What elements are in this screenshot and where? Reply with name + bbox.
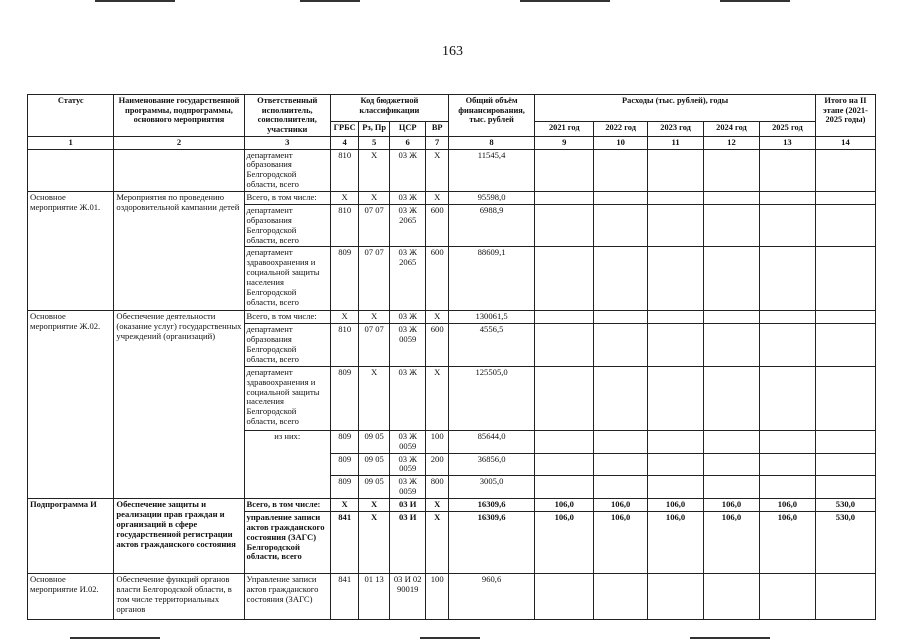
- col-number: 13: [759, 136, 815, 149]
- executor-cell: Всего, в том числе:: [244, 499, 330, 512]
- budget-table: [27, 94, 876, 620]
- table-row: [28, 149, 876, 192]
- total-cell: 16309,6: [448, 511, 534, 573]
- col-number: 11: [648, 136, 704, 149]
- csr-cell: 03 И: [389, 511, 426, 573]
- grbs-cell: 809: [330, 476, 358, 499]
- vr-cell: Х: [426, 366, 448, 430]
- header-stage-total: Итого на II этапе (2021-2025 годы): [815, 95, 875, 137]
- grbs-cell: Х: [330, 311, 358, 324]
- total-cell: 85644,0: [448, 430, 534, 453]
- header-rz-pr: Рз, Пр: [359, 121, 390, 136]
- column-number-row: [28, 136, 876, 149]
- scan-edge-mark: [420, 637, 480, 639]
- grbs-cell: 841: [330, 511, 358, 573]
- vr-cell: Х: [426, 192, 448, 205]
- header-total: Общий объём финансирования, тыс. рублей: [448, 95, 534, 137]
- vr-cell: Х: [426, 511, 448, 573]
- grbs-cell: 809: [330, 453, 358, 476]
- executor-cell: департамент здравоохранения и социальной защиты населения Белгородской области, всего: [244, 247, 330, 311]
- vr-cell: 200: [426, 453, 448, 476]
- rz-cell: 07 07: [359, 204, 390, 247]
- rz-cell: 07 07: [359, 247, 390, 311]
- scan-edge-mark: [720, 0, 790, 2]
- rz-cell: 07 07: [359, 324, 390, 367]
- grbs-cell: 809: [330, 247, 358, 311]
- csr-cell: 03 Ж 0059: [389, 476, 426, 499]
- scan-edge-mark: [70, 637, 160, 639]
- grbs-cell: Х: [330, 192, 358, 205]
- col-number: 12: [704, 136, 760, 149]
- csr-cell: 03 И 02 90019: [389, 573, 426, 619]
- grbs-cell: Х: [330, 499, 358, 512]
- vr-cell: 600: [426, 324, 448, 367]
- total-cell: 960,6: [448, 573, 534, 619]
- rz-cell: Х: [359, 311, 390, 324]
- rz-cell: 09 05: [359, 476, 390, 499]
- total-cell: 11545,4: [448, 149, 534, 192]
- rz-cell: 09 05: [359, 453, 390, 476]
- year-2024-cell: 106,0: [704, 499, 760, 512]
- rz-cell: Х: [359, 511, 390, 573]
- total-cell: 88609,1: [448, 247, 534, 311]
- status-cell: [28, 149, 114, 192]
- year-2021-cell: 106,0: [535, 511, 594, 573]
- total-cell: 6988,9: [448, 204, 534, 247]
- total-cell: 36856,0: [448, 453, 534, 476]
- csr-cell: 03 И: [389, 499, 426, 512]
- col-number: 2: [114, 136, 244, 149]
- col-number: 10: [594, 136, 648, 149]
- header-year-2023: 2023 год: [648, 121, 704, 136]
- csr-cell: 03 Ж 0059: [389, 324, 426, 367]
- status-cell: Основное мероприятие Ж.01.: [28, 192, 114, 311]
- total-cell: 130061,5: [448, 311, 534, 324]
- executor-cell: из них:: [244, 430, 330, 498]
- total-cell: 4556,5: [448, 324, 534, 367]
- name-cell: [114, 149, 244, 192]
- csr-cell: 03 Ж: [389, 311, 426, 324]
- col-number: 7: [426, 136, 448, 149]
- vr-cell: 600: [426, 247, 448, 311]
- executor-cell: департамент здравоохранения и социальной защиты населения Белгородской области, всего: [244, 366, 330, 430]
- header-year-2022: 2022 год: [594, 121, 648, 136]
- status-cell: Основное мероприятие Ж.02.: [28, 311, 114, 499]
- year-2022-cell: 106,0: [594, 511, 648, 573]
- grbs-cell: 810: [330, 149, 358, 192]
- year-2025-cell: 106,0: [759, 499, 815, 512]
- header-vr: ВР: [426, 121, 448, 136]
- year-2022-cell: 106,0: [594, 499, 648, 512]
- header-year-2025: 2025 год: [759, 121, 815, 136]
- name-cell: Обеспечение функций органов власти Белгородской области, в том числе территориальных органов: [114, 573, 244, 619]
- rz-cell: 01 13: [359, 573, 390, 619]
- csr-cell: 03 Ж: [389, 366, 426, 430]
- col-number: 1: [28, 136, 114, 149]
- name-cell: Обеспечение защиты и реализации прав граждан и организаций в сфере государственной регистрации актов гражданского состояния: [114, 499, 244, 574]
- executor-cell: управление записи актов гражданского состояния (ЗАГС) Белгородской области, всего: [244, 511, 330, 573]
- col-number: 8: [448, 136, 534, 149]
- rz-cell: 09 05: [359, 430, 390, 453]
- stage-total-cell: 530,0: [815, 499, 875, 512]
- year-2023-cell: 106,0: [648, 499, 704, 512]
- total-cell: 3005,0: [448, 476, 534, 499]
- total-cell: 16309,6: [448, 499, 534, 512]
- header-status: Статус: [28, 95, 114, 137]
- executor-cell: департамент образования Белгородской области, всего: [244, 204, 330, 247]
- csr-cell: 03 Ж 2065: [389, 204, 426, 247]
- vr-cell: Х: [426, 499, 448, 512]
- grbs-cell: 810: [330, 204, 358, 247]
- scan-edge-mark: [690, 637, 770, 639]
- header-budget-code: Код бюджетной классификации: [330, 95, 448, 122]
- stage-total-cell: 530,0: [815, 511, 875, 573]
- header-executor: Ответственный исполнитель, соисполнители, участники: [244, 95, 330, 137]
- executor-cell: департамент образования Белгородской области, всего: [244, 324, 330, 367]
- col-number: 6: [389, 136, 426, 149]
- executor-cell: Всего, в том числе:: [244, 192, 330, 205]
- vr-cell: 600: [426, 204, 448, 247]
- grbs-cell: 809: [330, 366, 358, 430]
- rz-cell: Х: [359, 192, 390, 205]
- rz-cell: Х: [359, 149, 390, 192]
- csr-cell: 03 Ж 0059: [389, 453, 426, 476]
- header-name: Наименование государственной программы, подпрограммы, основного мероприятия: [114, 95, 244, 137]
- executor-cell: Всего, в том числе:: [244, 311, 330, 324]
- csr-cell: 03 Ж: [389, 149, 426, 192]
- col-number: 9: [535, 136, 594, 149]
- vr-cell: 100: [426, 430, 448, 453]
- status-cell: Основное мероприятие И.02.: [28, 573, 114, 619]
- grbs-cell: 810: [330, 324, 358, 367]
- vr-cell: Х: [426, 149, 448, 192]
- rz-cell: Х: [359, 499, 390, 512]
- vr-cell: 100: [426, 573, 448, 619]
- year-2023-cell: 106,0: [648, 511, 704, 573]
- scan-edge-mark: [300, 0, 360, 2]
- table-row: [28, 311, 876, 324]
- grbs-cell: 809: [330, 430, 358, 453]
- vr-cell: 800: [426, 476, 448, 499]
- table-row: [28, 573, 876, 619]
- col-number: 14: [815, 136, 875, 149]
- executor-cell: департамент образования Белгородской области, всего: [244, 149, 330, 192]
- name-cell: Обеспечение деятельности (оказание услуг) государственных учреждений (организаций): [114, 311, 244, 499]
- year-2021-cell: 106,0: [535, 499, 594, 512]
- csr-cell: 03 Ж 0059: [389, 430, 426, 453]
- header-csr: ЦСР: [389, 121, 426, 136]
- page-number: 163: [442, 44, 463, 59]
- header-year-2024: 2024 год: [704, 121, 760, 136]
- name-cell: Мероприятия по проведению оздоровительной кампании детей: [114, 192, 244, 311]
- col-number: 5: [359, 136, 390, 149]
- table-row: [28, 499, 876, 512]
- status-cell: Подпрограмма И: [28, 499, 114, 574]
- year-2024-cell: 106,0: [704, 511, 760, 573]
- col-number: 4: [330, 136, 358, 149]
- header-grbs: ГРБС: [330, 121, 358, 136]
- rz-cell: Х: [359, 366, 390, 430]
- year-2025-cell: 106,0: [759, 511, 815, 573]
- total-cell: 95598,0: [448, 192, 534, 205]
- csr-cell: 03 Ж 2065: [389, 247, 426, 311]
- scan-edge-mark: [95, 0, 175, 2]
- csr-cell: 03 Ж: [389, 192, 426, 205]
- total-cell: 125505,0: [448, 366, 534, 430]
- table-row: [28, 192, 876, 205]
- header-year-2021: 2021 год: [535, 121, 594, 136]
- col-number: 3: [244, 136, 330, 149]
- vr-cell: Х: [426, 311, 448, 324]
- grbs-cell: 841: [330, 573, 358, 619]
- header-expenses: Расходы (тыс. рублей), годы: [535, 95, 816, 122]
- executor-cell: Управление записи актов гражданского состояния (ЗАГС): [244, 573, 330, 619]
- scan-edge-mark: [520, 0, 610, 2]
